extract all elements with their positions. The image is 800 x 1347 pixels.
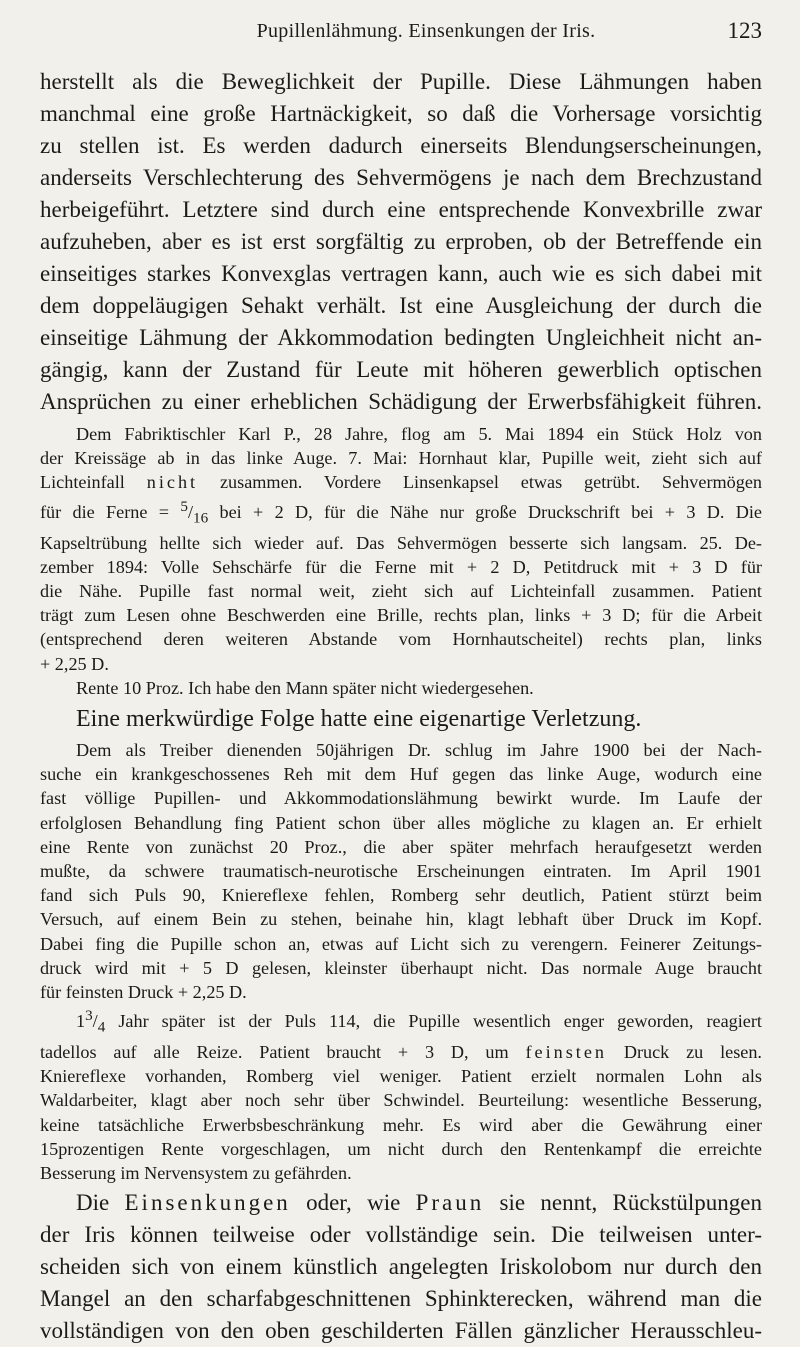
page-header [40,0,762,66]
text-line: scheiden sich von einem künstlich angelegten Iriskolobom nur durch den [40,1254,762,1280]
text-fragment: Jahr später ist der Puls 114, die Pupille wesentlich enger geworden, reagiert [105,1011,762,1032]
emphasis-spaced: feinsten [525,1042,608,1063]
case-report-3 [40,1004,762,1185]
text-line: herstellt als die Beweglichkeit der Pupille. Diese Lähmungen haben [40,69,762,94]
text-fragment: Lichteinfall [40,472,147,493]
text-line: manchmal eine große Hartnäckigkeit, so daß die Vorhersage vorsichtig [40,101,762,126]
text-line: + 2,25 D. [40,653,109,674]
text-fragment: tadellos auf alle Reize. Patient braucht + 3 D, um [40,1042,526,1063]
text-fragment: für die Ferne = [40,501,181,522]
text-line: Dem als Treiber dienenden 50jährigen Dr. schlug im Jahre 1900 bei der Nach- [76,739,762,760]
text-line [40,1040,762,1064]
text-fragment: bei + 2 D, für die Nähe nur große Druckschrift bei + 3 D. Die [208,501,762,522]
text-line: eine Rente von zunächst 20 Proz., die aber später mehrfach heraufgesetzt werden [40,836,762,857]
text-line: der Kreissäge ab in das linke Auge. 7. Mai: Hornhaut klar, Pupille weit, zieht sich auf [40,448,762,469]
text-line: $1^3/_4$ Jahr später ist der Puls 114, die Pupille wesentlich enger geworden, reagiert [76,1007,762,1036]
text-line: für die Ferne = $^5/_{16}$ bei + 2 D, für die Nähe nur große Druckschrift bei + 3 D. Die [40,497,762,527]
paragraph-intro [40,66,762,418]
text-line: fand sich Puls 90, Kniereflexe fehlen, Romberg sehr deutlich, Patient stürzt beim [40,885,762,906]
text-line: gängig, kann der Zustand für Leute mit höheren gewerblich optischen [40,357,762,382]
text-line: (entsprechend deren weiteren Abstande vom Hornhautscheitel) rechts plan, links [40,629,762,650]
text-line: für feinsten Druck + 2,25 D. [40,981,247,1002]
text-line: zu stellen ist. Es werden dadurch einerseits Blendungserscheinungen, [40,133,762,158]
text-line: die Nähe. Pupille fast normal weit, zieht sich auf Lichteinfall zusammen. Patient [40,580,762,601]
fraction-numerator: 3 [85,1007,93,1025]
emphasis-spaced: Praun [415,1190,485,1216]
text-line: erfolglosen Behandlung fing Patient schon über alles mögliche zu klagen an. Er erhielt [40,812,762,833]
page-number: 123 [727,18,762,43]
fraction-denominator: 16 [193,509,209,527]
text-line: Kapseltrübung hellte sich wieder auf. Das Sehvermögen besserte sich langsam. 25. De- [40,532,762,553]
text-fragment: 1 [76,1011,86,1032]
text-line [40,1187,762,1219]
fraction-numerator: 5 [180,497,188,515]
case-report-1 [40,422,762,700]
emphasis-spaced: Einsenkungen [124,1190,291,1216]
text-line: Mangel an den scharfabgeschnittenen Sphinkterecken, während man die [40,1286,762,1312]
text-fragment: sie nennt, Rückstülpungen [484,1190,762,1216]
paragraph-einsenkungen [40,1187,762,1347]
text-line: Ansprüchen zu einer erheblichen Schädigung der Erwerbsfähigkeit führen. [40,389,762,414]
text-line: trägt zum Lesen ohne Beschwerden eine Brille, rechts plan, links + 3 D; für die Arbeit [40,605,762,626]
text-line: Dabei fing die Pupille schon an, etwas auf Licht sich zu verengern. Feinerer Zeitungs- [40,933,762,954]
text-line: druck wird mit + 5 D gelesen, kleinster überhaupt nicht. Das normale Auge braucht [40,957,762,978]
text-line [40,470,762,494]
text-line: vollständigen von den oben geschilderten Fällen gänzlicher Herausschleu- [40,1318,762,1344]
text-line: Waldarbeiter, klagt aber noch sehr über Schwindel. Beurteilung: wesentliche Besserung, [40,1090,762,1111]
text-line: Dem Fabriktischler Karl P., 28 Jahre, flog am 5. Mai 1894 ein Stück Holz von [76,424,762,444]
text-fragment: Die [76,1190,125,1216]
fraction-denominator: 4 [97,1018,106,1036]
text-line: fast völlige Pupillen- und Akkommodationslähmung bewirkt wurde. Im Laufe der [40,788,762,809]
text-line: suche ein krankgeschossenes Reh mit dem Huf gegen das linke Auge, wodurch eine [40,764,762,785]
text-line: anderseits Verschlechterung des Sehvermögens je nach dem Brechzustand [40,165,762,190]
text-line: 15prozentigen Rente vorgeschlagen, um nicht durch den Rentenkampf die erreichte [40,1138,762,1159]
text-fragment: oder, wie [290,1190,416,1216]
emphasis-spaced: nicht [146,472,199,493]
text-line: herbeigeführt. Letztere sind durch eine entsprechende Konvexbrille zwar [40,197,762,222]
text-line: aufzuheben, aber es ist erst sorgfältig zu erproben, ob der Betreffende ein [40,229,762,254]
text-line: dem doppeläugigen Sehakt verhält. Ist eine Ausgleichung der durch die [40,293,762,318]
text-line: einseitiges starkes Konvexglas vertragen kann, auch wie es sich dabei mit [40,261,762,286]
text-fragment: Druck zu lesen. [607,1042,762,1063]
text-line: keine tatsächliche Erwerbsbeschränkung mehr. Es wird aber die Gewährung einer [40,1114,762,1135]
running-title: Pupillenlähmung. Einsenkungen der Iris. [256,20,596,42]
text-line: der Iris können teilweise oder vollständige sein. Die teilweisen unter- [40,1222,762,1248]
text-line: mußte, da schwere traumatisch-neurotische Erscheinungen eintraten. Im April 1901 [40,860,762,881]
text-line: zember 1894: Volle Sehschärfe für die Ferne mit + 2 D, Petitdruck mit + 3 D für [40,556,762,577]
section-heading: Eine merkwürdige Folge hatte eine eigenartige Verletzung. [76,705,642,732]
text-line: Kniereflexe vorhanden, Romberg viel weniger. Patient erzielt normalen Lohn als [40,1066,762,1087]
text-line: Besserung im Nervensystem zu gefährden. [40,1163,352,1184]
text-fragment: zusammen. Vordere Linsenkapsel etwas getrübt. Sehvermögen [198,472,763,493]
text-line: Rente 10 Proz. Ich habe den Mann später nicht wiedergesehen. [76,677,534,698]
case-report-2 [40,738,762,1004]
text-line: Versuch, auf einem Bein zu stehen, beinahe hin, klagt lebhaft über Druck im Kopf. [40,909,762,930]
text-line: einseitige Lähmung der Akkommodation bedingten Ungleichheit nicht an- [40,325,762,350]
